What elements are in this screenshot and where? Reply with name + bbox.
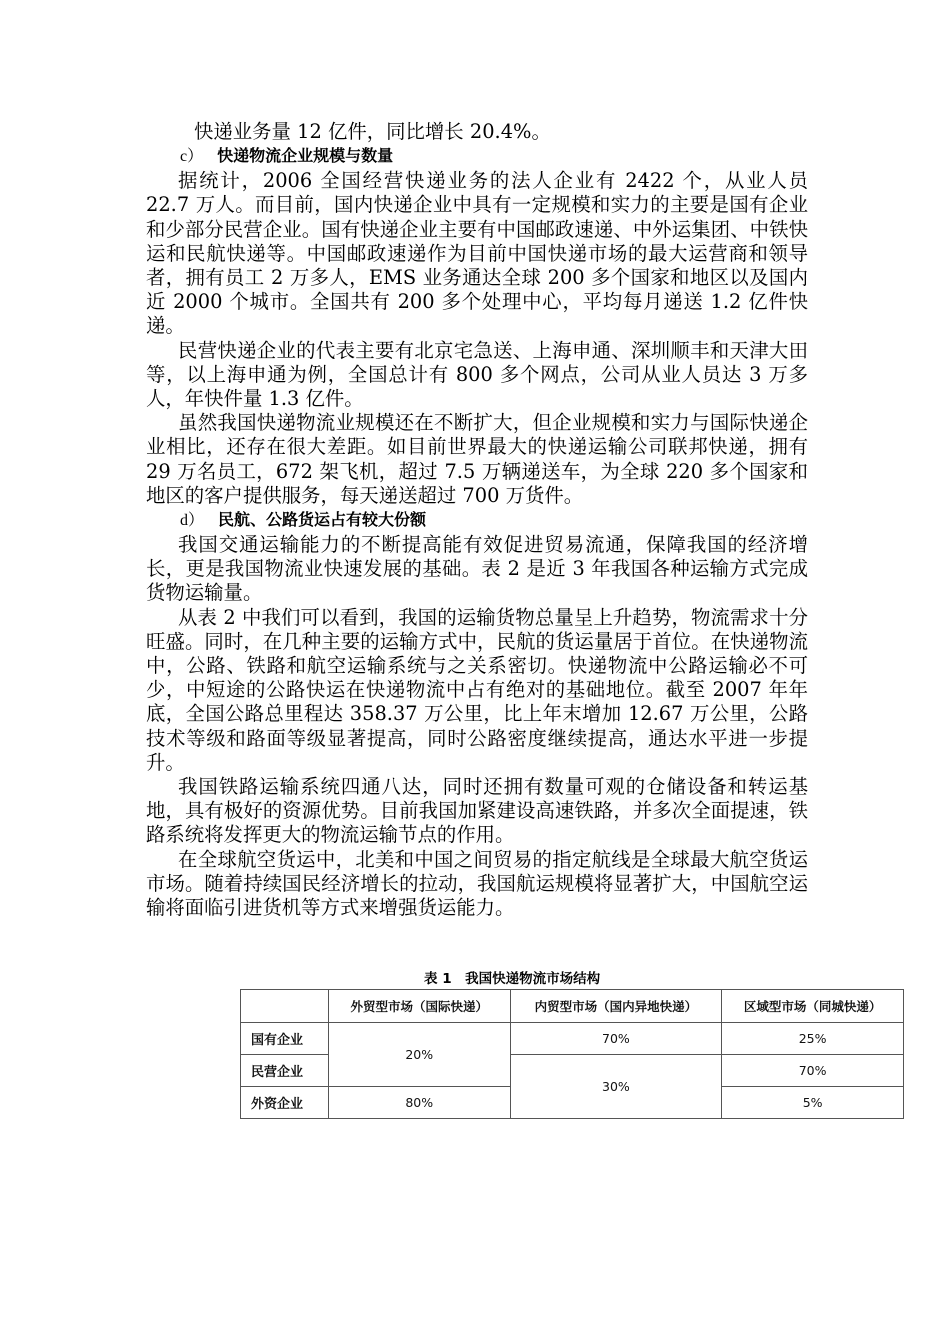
row-label-foreign: 外资企业 bbox=[241, 1087, 329, 1119]
paragraph-private-enterprises: 民营快递企业的代表主要有北京宅急送、上海申通、深圳顺丰和天津大田等，以上海申通为例，全国总计有 800 多个网点，公司从业人员达 3 万多人，年快件量 1.3 亿件。 bbox=[146, 338, 808, 411]
paragraph-express-volume: 快递业务量 12 亿件，同比增长 20.4%。 bbox=[194, 120, 551, 143]
heading-c-text: 快递物流企业规模与数量 bbox=[217, 146, 394, 166]
table-header-domestic: 内贸型市场（国内异地快递） bbox=[510, 990, 722, 1023]
heading-c-mark: c） bbox=[180, 148, 204, 166]
section-heading-c bbox=[146, 144, 808, 169]
paragraph-road-transport: 从表 2 中我们可以看到，我国的运输货物总量呈上升趋势，物流需求十分旺盛。同时，在几种主要的运输方式中，民航的货运量居于首位。在快递物流中，公路、铁路和航空运输系统与之关系密切。快递物流中公路运输必不可少，中短途的公路快运在快递物流中占有绝对的基础地位。截至 2007 年年底，全国公路总里程达 358.37 万公里，比上年末增加 12.67 万公里，公路技术等级和路面等级显著提高，同时公路密度继续提高，通达水平进一步提升。 bbox=[146, 605, 808, 774]
table-header-regional: 区域型市场（同城快递） bbox=[722, 990, 904, 1023]
document-body bbox=[146, 120, 808, 920]
table-header-corner bbox=[241, 990, 329, 1023]
row-label-private: 民营企业 bbox=[241, 1055, 329, 1087]
market-structure-table bbox=[240, 989, 904, 1119]
cell-intl-foreign: 80% bbox=[328, 1087, 510, 1119]
paragraph-transport-capacity: 我国交通运输能力的不断提高能有效促进贸易流通，保障我国的经济增长，更是我国物流业快速发展的基础。表 2 是近 3 年我国各种运输方式完成货物运输量。 bbox=[146, 533, 808, 605]
paragraph-air-cargo: 在全球航空货运中，北美和中国之间贸易的指定航线是全球最大航空货运市场。随着持续国民经济增长的拉动，我国航运规模将显著扩大，中国航空运输将面临引进货机等方式来增强货运能力。 bbox=[146, 847, 808, 920]
table-header-international: 外贸型市场（国际快递） bbox=[328, 990, 510, 1023]
table-row bbox=[241, 1023, 904, 1055]
row-label-state: 国有企业 bbox=[241, 1023, 329, 1055]
cell-domestic-private-foreign: 30% bbox=[510, 1055, 722, 1119]
cell-domestic-state: 70% bbox=[510, 1023, 722, 1055]
cell-intl-state-private: 20% bbox=[328, 1023, 510, 1087]
cell-regional-state: 25% bbox=[722, 1023, 904, 1055]
paragraph-enterprise-stats: 据统计，2006 全国经营快递业务的法人企业有 2422 个，从业人员 22.7 万人。而目前，国内快递企业中具有一定规模和实力的主要是国有企业和少部分民营企业。国有快递企业主要有中国邮政速递、中外运集团、中铁快运和民航快递等。中国邮政速递作为目前中国快递市场的最大运营商和领导者，拥有员工 2 万多人，EMS 业务通达全球 200 多个国家和地区以及国内近 2000 个城市。全国共有 200 多个处理中心，平均每月递送 1.2 亿件快递。 bbox=[146, 169, 808, 338]
table-caption: 表 1 我国快递物流市场结构 bbox=[424, 971, 601, 987]
cell-regional-foreign: 5% bbox=[722, 1087, 904, 1119]
paragraph-scale-gap: 虽然我国快递物流业规模还在不断扩大，但企业规模和实力与国际快递企业相比，还存在很大差距。如目前世界最大的快递运输公司联邦快递，拥有 29 万名员工，672 架飞机，超过 7.5 万辆递送车，为全球 220 多个国家和地区的客户提供服务，每天递送超过 700 万货件。 bbox=[146, 411, 808, 507]
heading-d-text: 民航、公路货运占有较大份额 bbox=[218, 510, 427, 530]
heading-d-mark: d） bbox=[180, 512, 205, 530]
paragraph-rail-transport: 我国铁路运输系统四通八达，同时还拥有数量可观的仓储设备和转运基地，具有极好的资源优势。目前我国加紧建设高速铁路，并多次全面提速，铁路系统将发挥更大的物流运输节点的作用。 bbox=[146, 775, 808, 847]
section-heading-d bbox=[146, 508, 808, 533]
table-header-row bbox=[241, 990, 904, 1023]
cell-regional-private: 70% bbox=[722, 1055, 904, 1087]
